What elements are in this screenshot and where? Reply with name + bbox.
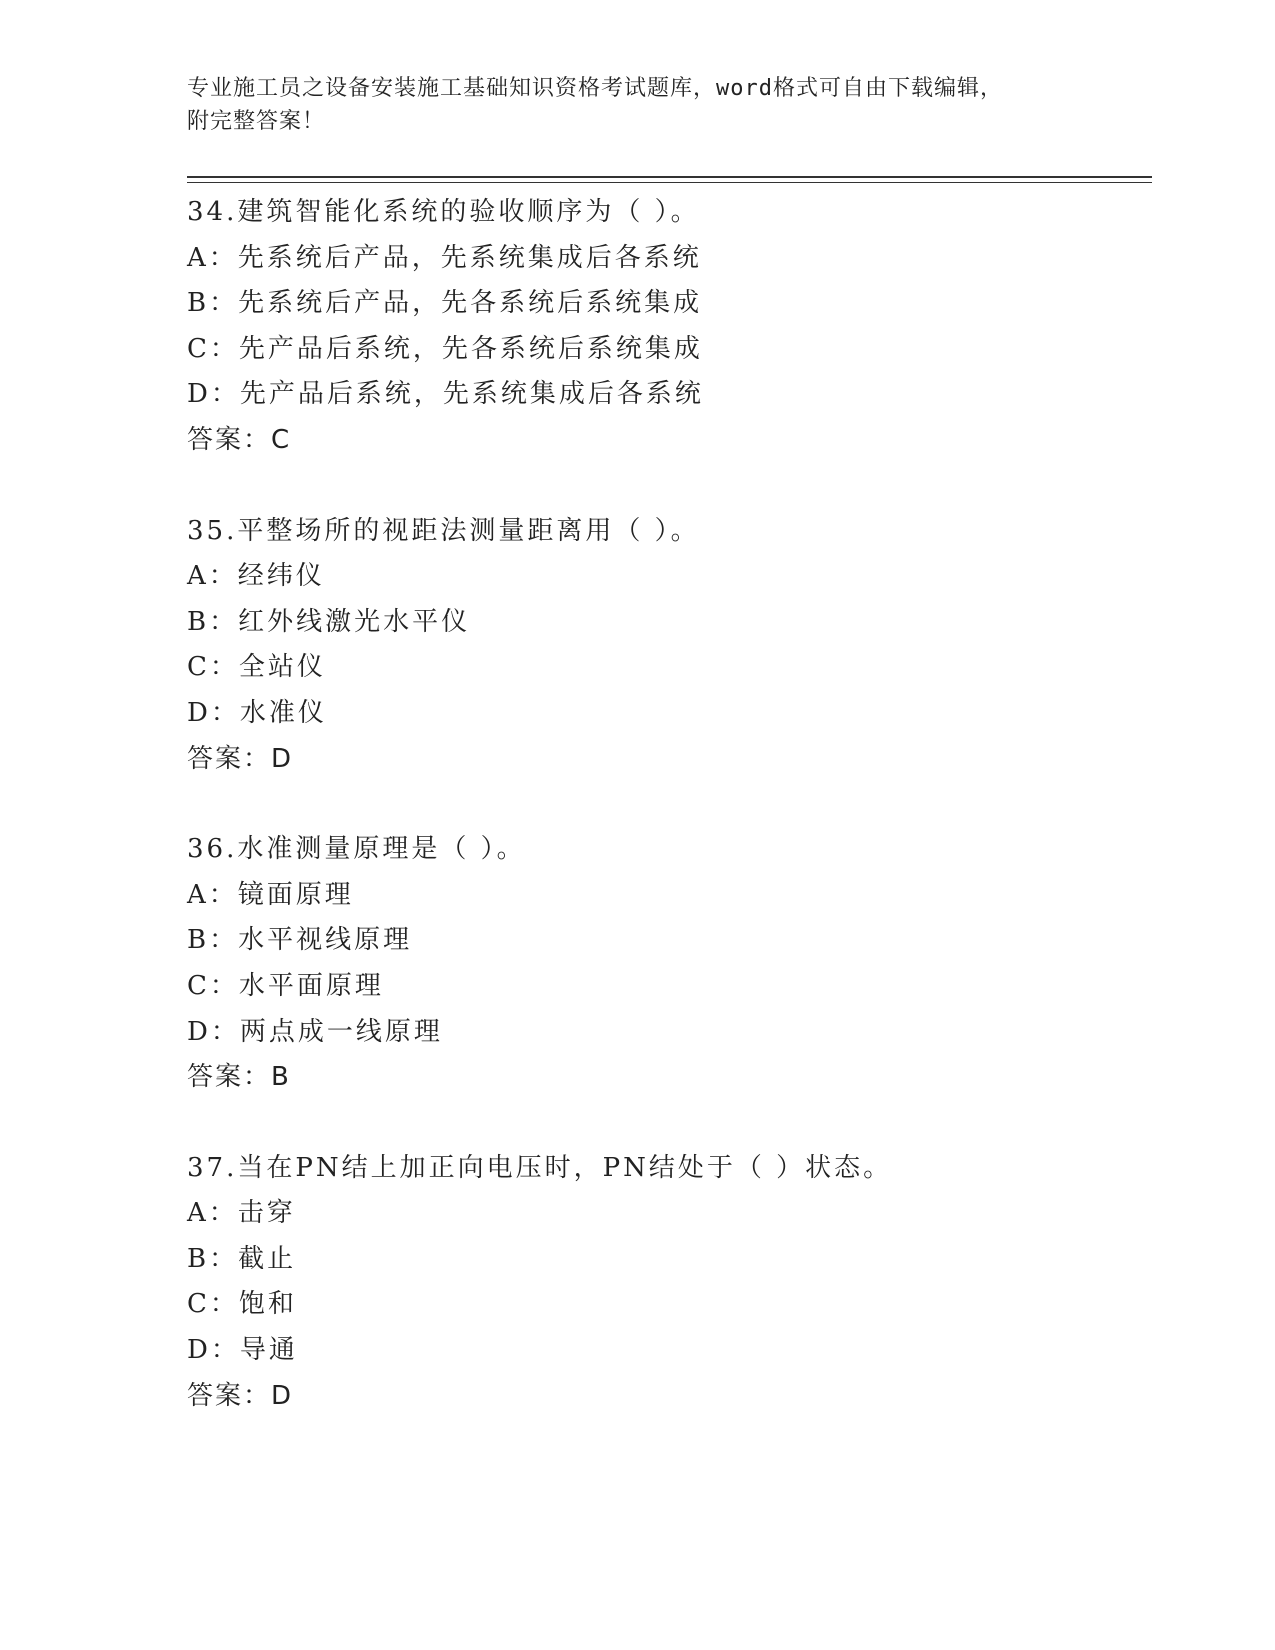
question-34 <box>187 190 1147 464</box>
question-stem: 37.当在PN结上加正向电压时，PN结处于（ ）状态。 <box>187 1152 893 1183</box>
option-a: A：经纬仪 <box>187 561 325 592</box>
option-c: C：先产品后系统，先各系统后系统集成 <box>187 333 703 364</box>
question-35 <box>187 509 1147 783</box>
option-a: A：击穿 <box>187 1198 296 1229</box>
page-header <box>187 72 1067 138</box>
option-b: B：先系统后产品，先各系统后系统集成 <box>187 288 703 319</box>
question-stem: 36.水准测量原理是（ ）。 <box>187 834 526 865</box>
option-a: A：镜面原理 <box>187 879 354 910</box>
question-stem: 34.建筑智能化系统的验收顺序为（ ）。 <box>187 197 700 227</box>
option-b: B：红外线激光水平仪 <box>187 606 471 637</box>
header-line-1: 专业施工员之设备安装施工基础知识资格考试题库，word格式可自由下载编辑， <box>187 76 1003 101</box>
option-d: D：两点成一线原理 <box>187 1016 443 1047</box>
answer-line: 答案：D <box>187 743 294 774</box>
option-c: C：全站仪 <box>187 652 326 683</box>
option-b: B：截止 <box>187 1243 297 1274</box>
header-line-2: 附完整答案！ <box>187 109 326 134</box>
question-36 <box>187 827 1147 1101</box>
answer-line: 答案：C <box>187 424 292 455</box>
option-b: B：水平视线原理 <box>187 925 413 956</box>
option-d: D：水准仪 <box>187 697 327 728</box>
question-37 <box>187 1146 1147 1420</box>
option-c: C：饱和 <box>187 1289 297 1320</box>
question-list <box>187 190 1147 1464</box>
question-stem: 35.平整场所的视距法测量距离用（ ）。 <box>187 515 700 546</box>
option-a: A：先系统后产品，先系统集成后各系统 <box>187 242 702 273</box>
header-divider-thick <box>187 176 1152 178</box>
header-divider-thin <box>187 182 1152 183</box>
answer-line: 答案：D <box>187 1380 294 1411</box>
option-d: D：先产品后系统，先系统集成后各系统 <box>187 379 704 410</box>
option-c: C：水平面原理 <box>187 970 384 1001</box>
answer-line: 答案：B <box>187 1062 291 1093</box>
option-d: D：导通 <box>187 1335 298 1366</box>
